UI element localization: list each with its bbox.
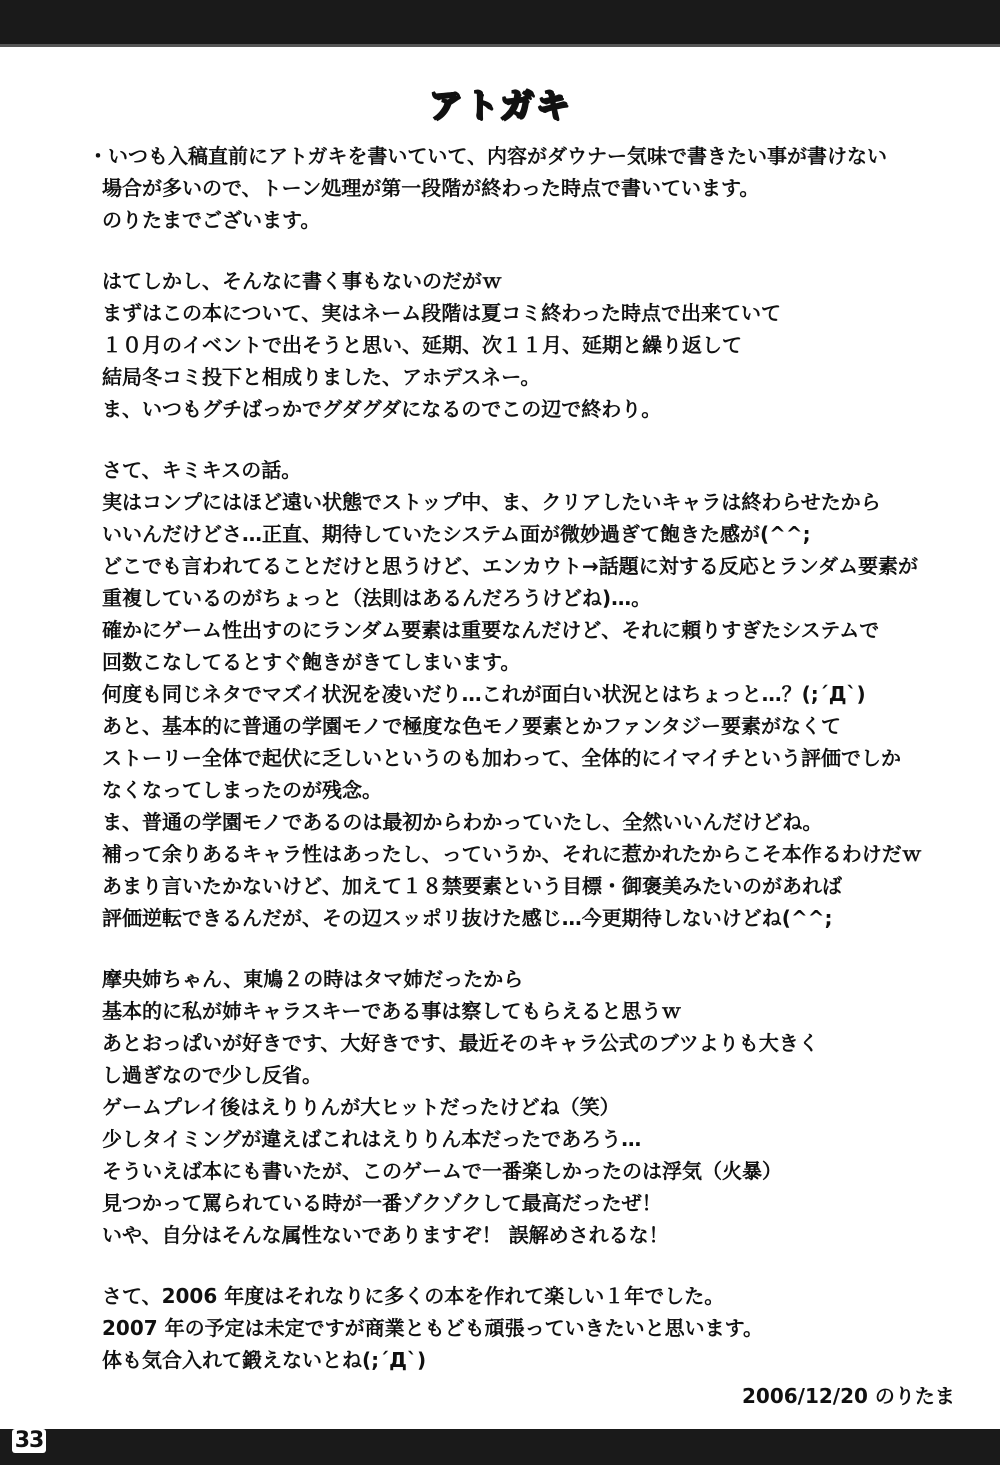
text-line: あと、基本的に普通の学園モノで極度な色モノ要素とかファンタジー要素がなくて <box>102 714 841 738</box>
text-line: 評価逆転できるんだが、その辺スッポリ抜けた感じ…今更期待しないけどね(^^; <box>102 906 833 930</box>
text-line: １０月のイベントで出そうと思い、延期、次１１月、延期と繰り返して <box>102 333 742 357</box>
text-line: 摩央姉ちゃん、東鳩２の時はタマ姉だったから <box>102 967 524 991</box>
text-line: 少しタイミングが違えばこれはえりりん本だったであろう… <box>102 1127 642 1151</box>
text-line: いや、自分はそんな属性ないでありますぞ！ 誤解めされるな！ <box>102 1223 669 1247</box>
text-line: あとおっぱいが好きです、大好きです、最近そのキャラ公式のブツよりも大きく <box>102 1031 819 1055</box>
top-border-bar <box>0 0 1000 44</box>
text-line: 見つかって罵られている時が一番ゾクゾクして最高だったぜ！ <box>102 1191 662 1215</box>
text-line: はてしかし、そんなに書く事もないのだがｗ <box>102 269 502 293</box>
text-line: のりたまでございます。 <box>102 208 321 232</box>
text-line: ・いつも入稿直前にアトガキを書いていて、内容がダウナー気味で書きたい事が書けない <box>88 144 887 168</box>
text-line: ストーリー全体で起伏に乏しいというのも加わって、全体的にイマイチという評価でしか <box>102 746 901 770</box>
text-line: そういえば本にも書いたが、このゲームで一番楽しかったのは浮気（火暴） <box>102 1159 782 1183</box>
text-line: なくなってしまったのが残念。 <box>102 778 382 802</box>
text-line: いいんだけどさ…正直、期待していたシステム面が微妙過ぎて飽きた感が(^^; <box>102 522 811 546</box>
text-line: まずはこの本について、実はネーム段階は夏コミ終わった時点で出来ていて <box>102 301 781 325</box>
text-line: どこでも言われてることだけと思うけど、エンカウト→話題に対する反応とランダム要素が <box>102 554 918 578</box>
text-line: 回数こなしてるとすぐ飽きがきてしまいます。 <box>102 650 521 674</box>
text-line: あまり言いたかないけど、加えて１８禁要素という目標・御褒美みたいのがあれば <box>102 874 842 898</box>
page-title: アトガキ <box>428 86 572 126</box>
text-line: ま、いつもグチばっかでグダグダになるのでこの辺で終わり。 <box>102 397 662 421</box>
text-line: 実はコンプにはほど遠い状態でストップ中、ま、クリアしたいキャラは終わらせたから <box>102 490 881 514</box>
text-line: さて、2006 年度はそれなりに多くの本を作れて楽しい１年でした。 <box>102 1284 725 1308</box>
signature-date: 2006/12/20 のりたま <box>742 1384 955 1408</box>
text-line: 結局冬コミ投下と相成りました、アホデスネー。 <box>102 365 541 389</box>
text-line: 場合が多いので、トーン処理が第一段階が終わった時点で書いています。 <box>102 176 760 200</box>
text-line: 2007 年の予定は未定ですが商業ともども頑張っていきたいと思います。 <box>102 1316 764 1340</box>
text-line: 何度も同じネタでマズイ状況を凌いだり…これが面白い状況とはちょっと…？(;´Д`) <box>102 682 866 706</box>
text-line: さて、キミキスの話。 <box>102 458 302 482</box>
text-line: 基本的に私が姉キャラスキーである事は察してもらえると思うｗ <box>102 999 682 1023</box>
text-line: 確かにゲーム性出すのにランダム要素は重要なんだけど、それに頼りすぎたシステムで <box>102 618 880 642</box>
page-number: 33 <box>12 1429 46 1453</box>
text-line: し過ぎなので少し反省。 <box>102 1063 322 1087</box>
text-line: 重複しているのがちょっと（法則はあるんだろうけどね)…。 <box>102 586 652 610</box>
bottom-border-bar <box>0 1429 1000 1465</box>
text-line: 体も気合入れて鍛えないとね(;´Д`) <box>102 1348 427 1372</box>
text-line: ゲームプレイ後はえりりんが大ヒットだったけどね（笑） <box>102 1095 620 1119</box>
text-line: 補って余りあるキャラ性はあったし、っていうか、それに惹かれたからこそ本作るわけだｗ <box>102 842 922 866</box>
text-line: ま、普通の学園モノであるのは最初からわかっていたし、全然いいんだけどね。 <box>102 810 823 834</box>
